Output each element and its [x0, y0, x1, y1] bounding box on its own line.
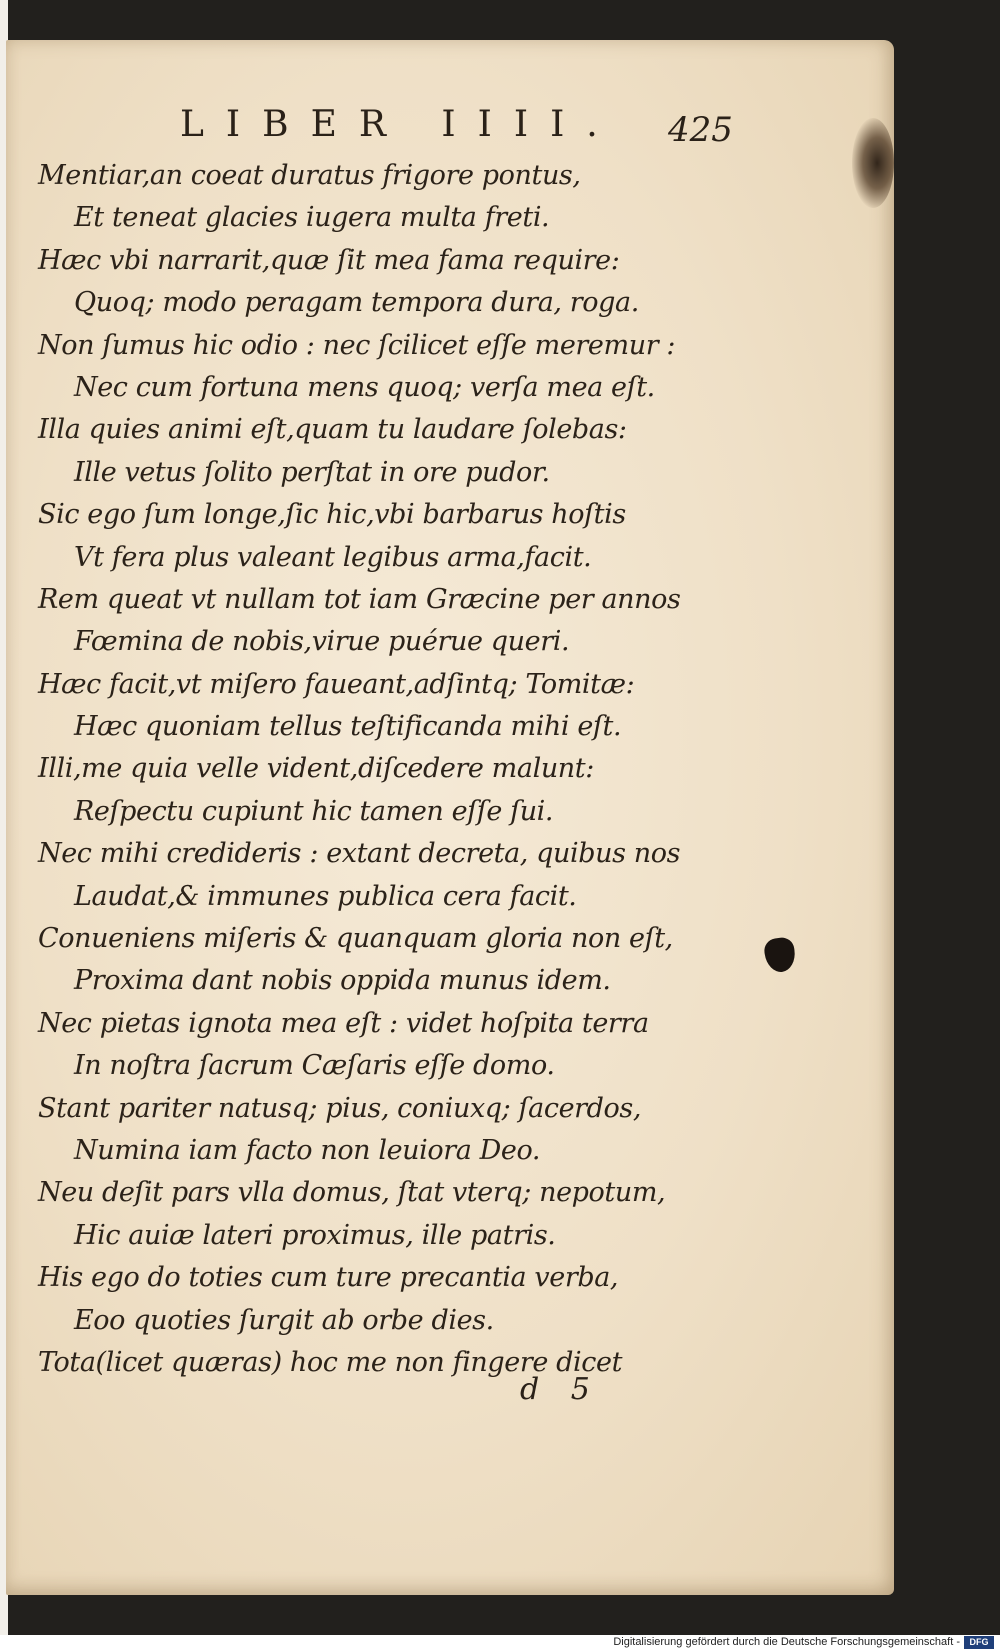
verse-line: Hæc vbi narrarit,quæ ſit mea fama require: [38, 244, 620, 276]
verse-text [0, 155, 894, 1384]
verse-line: Nec pietas ignota mea eſt : videt hoſpita terra [38, 1007, 649, 1039]
verse-line: His ego do toties cum ture precantia verba, [38, 1262, 619, 1294]
page-header [0, 104, 894, 152]
verse-line: Hæc quoniam tellus teſtificanda mihi eſt. [74, 711, 622, 743]
verse-line: Nec mihi credideris : extant decreta, quibus nos [38, 838, 681, 870]
verse-line: Mentiar,an coeat duratus frigore pontus, [38, 160, 581, 191]
verse-line: Fœmina de nobis,virue puérue queri. [74, 626, 570, 658]
verse-line: Stant pariter natusq; pius, coniuxq; ſacerdos, [38, 1092, 642, 1124]
page-number: 425 [668, 110, 733, 150]
verse-line: Conueniens miſeris & quanquam gloria non eſt, [38, 923, 673, 955]
verse-line: Illi,me quia velle vident,diſcedere malunt: [38, 753, 594, 785]
verse-line: Hæc facit,vt miſero faueant,adſintq; Tomitæ: [38, 668, 635, 700]
verse-line: Non ſumus hic odio : nec ſcilicet eſſe meremur : [38, 329, 676, 361]
verse-line: Hic auiæ lateri proximus, ille patris. [74, 1219, 556, 1251]
verse-line: Nec cum fortuna mens quoq; verſa mea eſt. [74, 371, 655, 403]
signature-mark: d 5 [520, 1372, 590, 1407]
digitization-footer [0, 1635, 1000, 1652]
verse-line: Et teneat glacies iugera multa freti. [74, 202, 550, 234]
running-head: LIBER IIII. [180, 104, 620, 145]
verse-line: Tota(licet quæras) hoc me non fingere dicet [38, 1346, 623, 1378]
verse-line: Reſpectu cupiunt hic tamen eſſe ſui. [74, 795, 554, 827]
verse-line: Numina iam facto non leuiora Deo. [74, 1134, 541, 1166]
verse-line: Vt fera plus valeant legibus arma,facit. [74, 541, 592, 573]
verse-line: Illa quies animi eſt,quam tu laudare ſolebas: [38, 414, 627, 446]
verse-line: In noſtra ſacrum Cæſaris eſſe domo. [74, 1050, 555, 1082]
dfg-logo: DFG [964, 1636, 994, 1649]
verse-line: Quoq; modo peragam tempora dura, roga. [74, 287, 639, 319]
verse-line: Sic ego ſum longe,ſic hic,vbi barbarus hoſtis [38, 499, 626, 531]
footer-credit: Digitalisierung gefördert durch die Deutsche Forschungsgemeinschaft - [613, 1636, 960, 1648]
verse-line: Ille vetus ſolito perſtat in ore pudor. [74, 456, 550, 488]
verse-line: Eoo quoties ſurgit ab orbe dies. [74, 1304, 494, 1336]
verse-line: Rem queat vt nullam tot iam Græcine per annos [38, 583, 681, 615]
verse-line: Proxima dant nobis oppida munus idem. [74, 965, 611, 997]
verse-line: Laudat,& immunes publica cera facit. [74, 880, 577, 912]
verse-line: Neu deſit pars vlla domus, ſtat vterq; nepotum, [38, 1177, 666, 1209]
